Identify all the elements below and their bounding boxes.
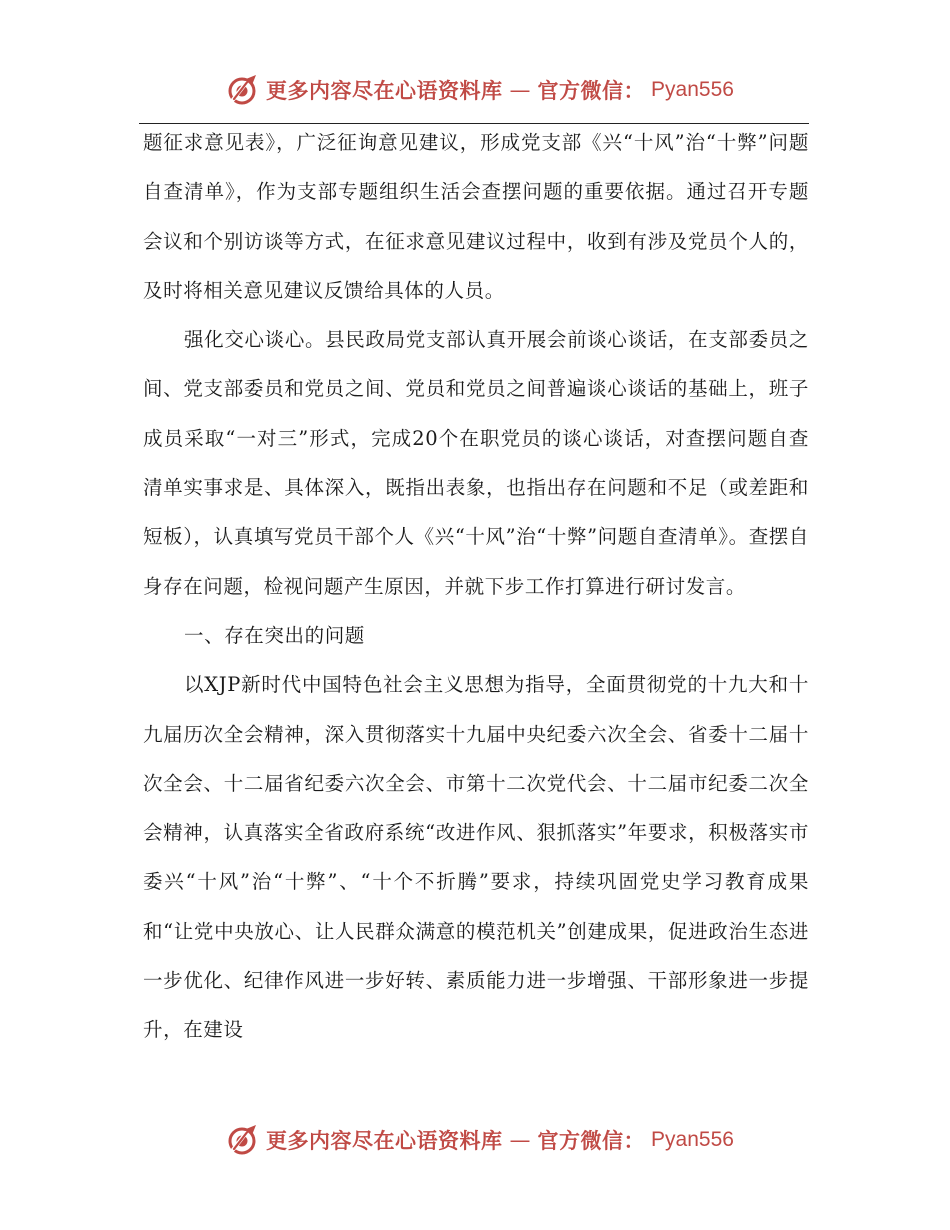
document-body (143, 118, 809, 1055)
footer-banner-title: 更多内容尽在心语资料库 (266, 1128, 503, 1153)
footer-banner-official: 官方微信： (537, 1128, 646, 1153)
footer-banner (0, 1118, 950, 1162)
footer-banner-inner (226, 1123, 734, 1157)
paragraph-2: 强化交心谈心。县民政局党支部认真开展会前谈心谈话，在支部委员之间、党支部委员和党员之间、党员和党员之间普遍谈心谈话的基础上，班子成员采取“一对三”形式，完成20个在职党员的谈心谈话，对查摆问题自查清单实事求是、具体深入，既指出表象，也指出存在问题和不足（或差距和短板），认真填写党员干部个人《兴“十风”治“十弊”问题自查清单》。查摆自身存在问题，检视问题产生原因，并就下步工作打算进行研讨发言。 (143, 328, 809, 598)
logo-icon (226, 1123, 260, 1157)
footer-banner-dash: — (509, 1128, 531, 1152)
logo-icon (226, 73, 260, 107)
header-banner (0, 68, 950, 112)
header-banner-account: Pyan556 (651, 78, 734, 101)
paragraph-1: 题征求意见表》，广泛征询意见建议，形成党支部《兴“十风”治“十弊”问题自查清单》，作为支部专题组织生活会查摆问题的重要依据。通过召开专题会议和个别访谈等方式，在征求意见建议过程中，收到有涉及党员个人的，及时将相关意见建议反馈给具体的人员。 (143, 131, 809, 302)
header-banner-inner (226, 73, 734, 107)
section-heading: 一、存在突出的问题 (184, 623, 365, 647)
paragraph-3: 以XJP新时代中国特色社会主义思想为指导，全面贯彻党的十九大和十九届历次全会精神，深入贯彻落实十九届中央纪委六次全会、省委十二届十次全会、十二届省纪委六次全会、市第十二次党代会、十二届市纪委二次全会精神，认真落实全省政府系统“改进作风、狠抓落实”年要求，积极落实市委兴“十风”治“十弊”、“十个不折腾”要求，持续巩固党史学习教育成果和“让党中央放心、让人民群众满意的模范机关”创建成果，促进政治生态进一步优化、纪律作风进一步好转、素质能力进一步增强、干部形象进一步提升，在建设 (143, 673, 809, 1042)
footer-banner-account: Pyan556 (651, 1128, 734, 1151)
header-banner-dash: — (509, 78, 531, 102)
header-banner-title: 更多内容尽在心语资料库 (266, 78, 503, 103)
header-banner-official: 官方微信： (537, 78, 646, 103)
